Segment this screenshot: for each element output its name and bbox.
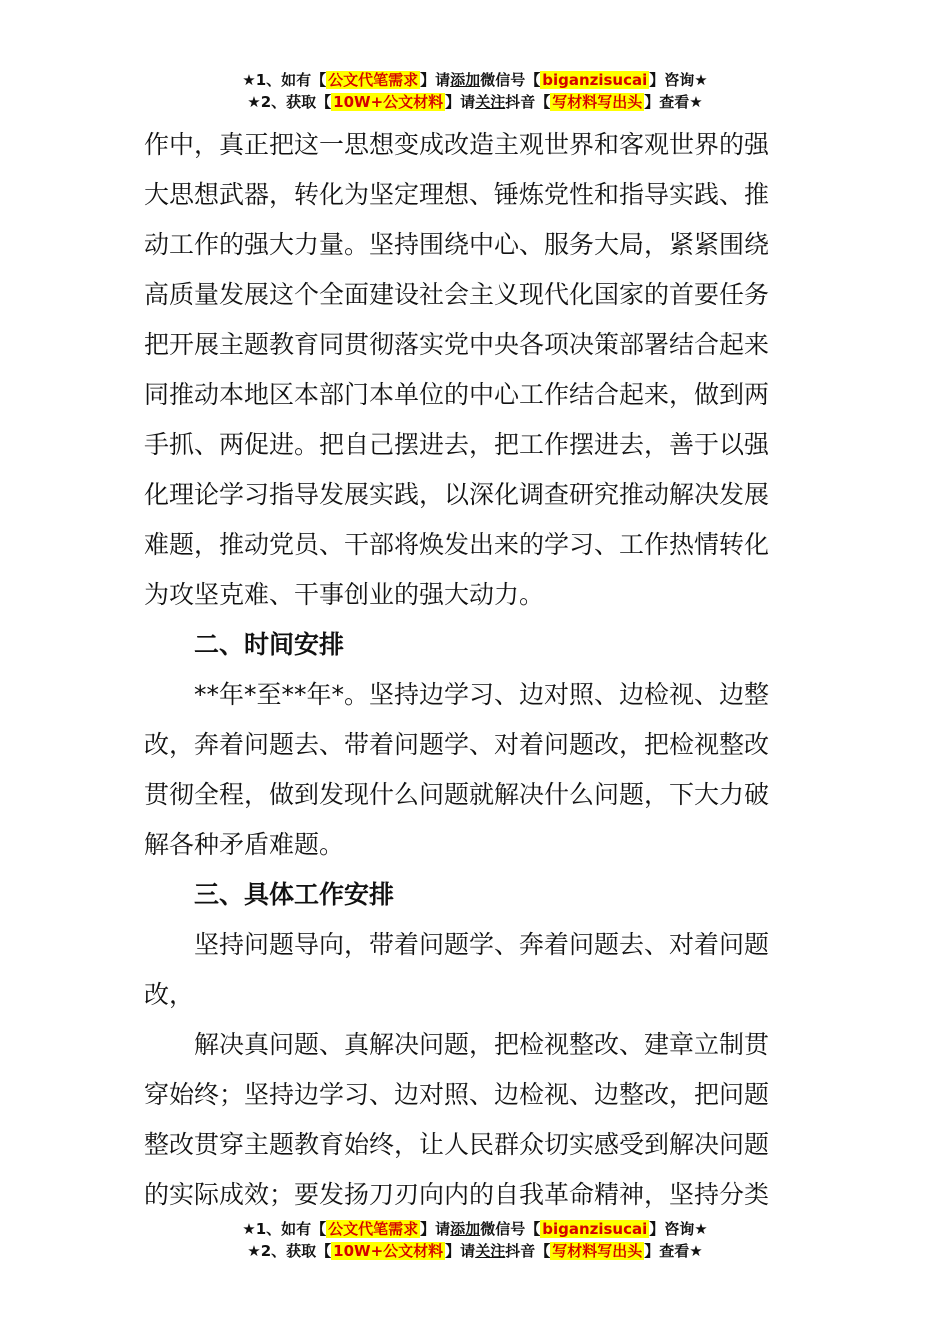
banner-line-2 bbox=[0, 91, 950, 113]
highlight-service: 公文代笔需求 bbox=[328, 71, 419, 89]
text-line: 解各种矛盾难题。 bbox=[144, 830, 345, 859]
text-line: **年*至**年*。坚持边学习、边对照、边检视、边整 bbox=[194, 680, 770, 709]
text-line: 动工作的强大力量。坚持围绕中心、服务大局，紧紧围绕 bbox=[144, 230, 770, 259]
document-body bbox=[144, 120, 810, 1220]
highlight-materials: 10W+公文材料 bbox=[333, 1242, 444, 1260]
paragraph-1 bbox=[144, 120, 810, 620]
banner-text: 微信号【 bbox=[480, 1220, 541, 1238]
section-heading-work: 三、具体工作安排 bbox=[194, 880, 395, 909]
underlined-text: 关注 bbox=[475, 1242, 506, 1260]
banner-line-1 bbox=[0, 69, 950, 91]
banner-text: 】请 bbox=[445, 1242, 476, 1260]
text-line: 为攻坚克难、干事创业的强大动力。 bbox=[144, 580, 545, 609]
text-line: 把开展主题教育同贯彻落实党中央各项决策部署结合起来 bbox=[144, 330, 770, 359]
star-icon: ★ bbox=[247, 1242, 261, 1260]
text-line: 高质量发展这个全面建设社会主义现代化国家的首要任务 bbox=[144, 280, 770, 309]
star-icon: ★ bbox=[242, 71, 256, 89]
highlight-materials: 10W+公文材料 bbox=[333, 93, 444, 111]
highlight-douyin-account: 写材料写出头 bbox=[552, 93, 643, 111]
highlight-wechat-id: biganzisucai bbox=[542, 1220, 648, 1238]
text-line: 整改贯穿主题教育始终，让人民群众切实感受到解决问题 bbox=[144, 1130, 770, 1159]
star-icon: ★ bbox=[689, 93, 703, 111]
banner-text: 2、获取【 bbox=[260, 1242, 332, 1260]
text-line: 穿始终；坚持边学习、边对照、边检视、边整改，把问题 bbox=[144, 1080, 770, 1109]
banner-text: 抖音【 bbox=[505, 1242, 551, 1260]
text-line: 解决真问题、真解决问题，把检视整改、建章立制贯 bbox=[194, 1030, 770, 1059]
star-icon: ★ bbox=[689, 1242, 703, 1260]
highlight-wechat-id: biganzisucai bbox=[542, 71, 648, 89]
text-line: 作中，真正把这一思想变成改造主观世界和客观世界的强 bbox=[144, 130, 770, 159]
banner-text: 抖音【 bbox=[505, 93, 551, 111]
banner-text: 1、如有【 bbox=[255, 71, 327, 89]
text-line: 坚持问题导向，带着问题学、奔着问题去、对着问题 bbox=[194, 930, 770, 959]
banner-line-1 bbox=[0, 1218, 950, 1240]
text-line: 贯彻全程，做到发现什么问题就解决什么问题，下大力破 bbox=[144, 780, 770, 809]
banner-text: 】咨询 bbox=[649, 1220, 695, 1238]
star-icon: ★ bbox=[694, 1220, 708, 1238]
underlined-text: 添加 bbox=[450, 71, 481, 89]
text-line: 手抓、两促进。把自己摆进去，把工作摆进去，善于以强 bbox=[144, 430, 770, 459]
text-line: 的实际成效；要发扬刀刃向内的自我革命精神，坚持分类 bbox=[144, 1180, 770, 1209]
paragraph-4 bbox=[144, 1020, 810, 1220]
highlight-douyin-account: 写材料写出头 bbox=[552, 1242, 643, 1260]
banner-text: 】请 bbox=[420, 71, 451, 89]
star-icon: ★ bbox=[242, 1220, 256, 1238]
underlined-text: 添加 bbox=[450, 1220, 481, 1238]
banner-text: 微信号【 bbox=[480, 71, 541, 89]
star-icon: ★ bbox=[247, 93, 261, 111]
text-line: 难题，推动党员、干部将焕发出来的学习、工作热情转化 bbox=[144, 530, 770, 559]
paragraph-2 bbox=[144, 670, 810, 870]
banner-line-2 bbox=[0, 1240, 950, 1262]
text-line: 同推动本地区本部门本单位的中心工作结合起来，做到两 bbox=[144, 380, 770, 409]
underlined-text: 关注 bbox=[475, 93, 506, 111]
banner-text: 】请 bbox=[445, 93, 476, 111]
star-icon: ★ bbox=[694, 71, 708, 89]
banner-text: 】查看 bbox=[644, 93, 690, 111]
banner-text: 】请 bbox=[420, 1220, 451, 1238]
banner-text: 】咨询 bbox=[649, 71, 695, 89]
bottom-banner bbox=[0, 1218, 950, 1262]
highlight-service: 公文代笔需求 bbox=[328, 1220, 419, 1238]
paragraph-3 bbox=[144, 920, 810, 1020]
top-banner bbox=[0, 69, 950, 113]
text-line: 改， bbox=[144, 980, 195, 1009]
section-heading-time: 二、时间安排 bbox=[194, 630, 345, 659]
text-line: 大思想武器，转化为坚定理想、锤炼党性和指导实践、推 bbox=[144, 180, 770, 209]
banner-text: 】查看 bbox=[644, 1242, 690, 1260]
banner-text: 1、如有【 bbox=[255, 1220, 327, 1238]
banner-text: 2、获取【 bbox=[260, 93, 332, 111]
text-line: 改，奔着问题去、带着问题学、对着问题改，把检视整改 bbox=[144, 730, 770, 759]
text-line: 化理论学习指导发展实践，以深化调查研究推动解决发展 bbox=[144, 480, 770, 509]
